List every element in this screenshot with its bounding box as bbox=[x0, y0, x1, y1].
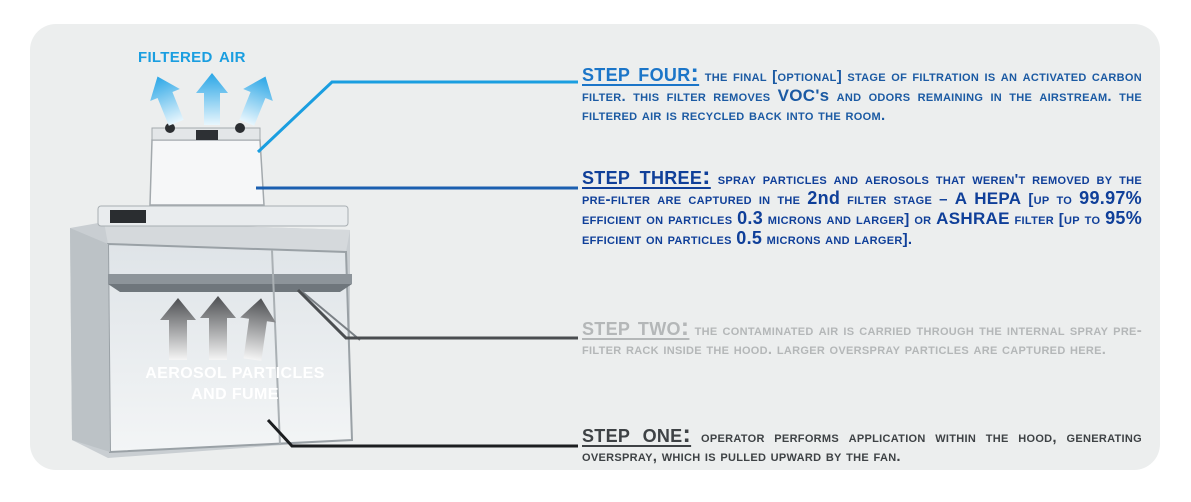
step-three-text: spray particles and aerosols that weren't removed by the pre-filter are captured in the 2nd filter stage – A HEPA [up to 99.97% efficient on particles 0.3 microns and larger] or ASHRAE filter [up to 95% efficient on particles 0.5 microns and larger]. bbox=[582, 171, 1143, 248]
step-four-heading: step four: bbox=[582, 59, 700, 87]
step-one-text: operator performs application within the hood, generating overspray, which is pulled upward by the fan. bbox=[582, 429, 1142, 465]
aerosol-label-line2: AND FUME bbox=[191, 386, 279, 403]
step-two-heading: step two: bbox=[582, 313, 690, 341]
filter-unit bbox=[150, 123, 264, 205]
aerosol-label bbox=[135, 363, 335, 405]
step-four-text: the final [optional] stage of filtration is an activated carbon filter. this filter removes VOC's and odors remaining in the airstream. the filtered air is recycled back into the room. bbox=[582, 68, 1143, 124]
step-two-text: the contaminated air is carried through the internal spray pre-filter rack inside the hood. larger overspray particles are captured here. bbox=[582, 322, 1142, 358]
step-three-heading: step three: bbox=[582, 162, 711, 190]
filtered-air-arrows bbox=[143, 70, 281, 128]
step-three bbox=[582, 162, 1143, 249]
step-four bbox=[582, 59, 1143, 125]
step-one bbox=[582, 420, 1142, 466]
aerosol-label-line1: AEROSOL PARTICLES bbox=[145, 365, 325, 382]
step-one-heading: step one: bbox=[582, 420, 692, 448]
step-two bbox=[582, 313, 1142, 359]
step-four-leader bbox=[258, 82, 578, 152]
brand-logo bbox=[110, 210, 146, 223]
aerosol-arrows bbox=[160, 296, 279, 362]
filtered-air-title: filtered air bbox=[138, 42, 246, 67]
